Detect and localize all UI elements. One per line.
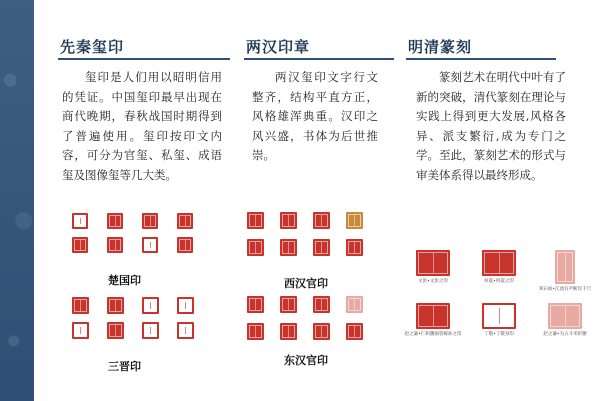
seal-image — [240, 296, 270, 313]
seal-image — [534, 250, 596, 293]
seal-image — [136, 322, 164, 339]
ming-qing-seal-gallery — [402, 250, 596, 338]
west-han-seal-gallery — [240, 212, 369, 256]
seal-image — [273, 323, 303, 340]
seal-image — [101, 213, 129, 229]
section-text: 两汉玺印文字行文整齐，结构平直方正，风格雄浑典重。汉印之风兴盛，书体为后世推崇。 — [252, 70, 378, 162]
section-pre-qin — [40, 0, 230, 401]
seal-image — [273, 296, 303, 313]
seal-image — [339, 323, 369, 340]
seal-image — [66, 237, 94, 253]
seal-image — [101, 237, 129, 253]
east-han-seal-label: 东汉官印 — [284, 354, 328, 367]
decorative-sidebar — [0, 0, 34, 401]
section-han — [236, 0, 398, 401]
seal-image — [339, 239, 369, 256]
seal-image — [306, 296, 336, 313]
chu-seal-gallery — [66, 213, 199, 253]
seal-image — [101, 297, 129, 314]
section-title: 两汉印章 — [246, 38, 311, 56]
seal-caption: 赵之谦•仁和魏锡曾稼孙之印 — [404, 332, 462, 337]
section-text: 玺印是人们用以昭明信用的凭证。中国玺印最早出现在商代晚期，春秋战国时期得到了普遍使用。玺印按印文内容，可分为官玺、私玺、成语玺及图像玺等几大类。 — [62, 70, 222, 182]
seal-image — [171, 322, 199, 339]
seal-caption: 邓石如•江流有声断岸千尺 — [538, 287, 592, 292]
section-title: 明清篆刻 — [408, 38, 473, 56]
seal-image — [468, 250, 530, 293]
title-underline — [58, 58, 230, 60]
seal-image — [306, 239, 336, 256]
chu-seal-label: 楚国印 — [108, 274, 141, 287]
seal-image — [273, 212, 303, 229]
seal-image — [136, 213, 164, 229]
seal-caption: 文彭•文彭之印 — [418, 279, 448, 284]
seal-caption: 赵之谦•为五斗米折腰 — [543, 332, 587, 337]
jin-seal-label: 三晋印 — [108, 360, 141, 373]
seal-image — [402, 250, 464, 293]
section-text: 篆刻艺术在明代中叶有了新的突破，清代篆刻在理论与实践上得到更大发展,风格各异、派支繁衍,成为专门之学。至此，篆刻艺术的形式与审美体系得以最终形成。 — [416, 70, 566, 182]
seal-image — [101, 322, 129, 339]
seal-caption: 何震•何震之印 — [484, 279, 514, 284]
section-ming-qing — [398, 0, 594, 401]
section-title: 先秦玺印 — [60, 38, 125, 56]
seal-image — [273, 239, 303, 256]
jin-seal-gallery — [66, 297, 199, 339]
seal-image — [306, 323, 336, 340]
seal-image — [534, 303, 596, 338]
seal-image — [66, 213, 94, 229]
seal-image — [136, 297, 164, 314]
seal-image — [240, 239, 270, 256]
seal-image — [171, 297, 199, 314]
seal-image — [306, 212, 336, 229]
seal-image — [240, 212, 270, 229]
seal-image — [171, 237, 199, 253]
west-han-seal-label: 西汉官印 — [284, 277, 328, 290]
seal-image — [339, 296, 369, 313]
seal-image — [339, 212, 369, 229]
seal-image — [240, 323, 270, 340]
title-underline — [244, 58, 394, 60]
seal-image — [402, 303, 464, 338]
seal-caption: 丁敬•丁敬身印 — [484, 332, 514, 337]
seal-image — [66, 322, 94, 339]
title-underline — [406, 58, 556, 60]
east-han-seal-gallery — [240, 296, 369, 340]
seal-image — [468, 303, 530, 338]
seal-image — [66, 297, 94, 314]
seal-image — [136, 237, 164, 253]
seal-image — [171, 213, 199, 229]
